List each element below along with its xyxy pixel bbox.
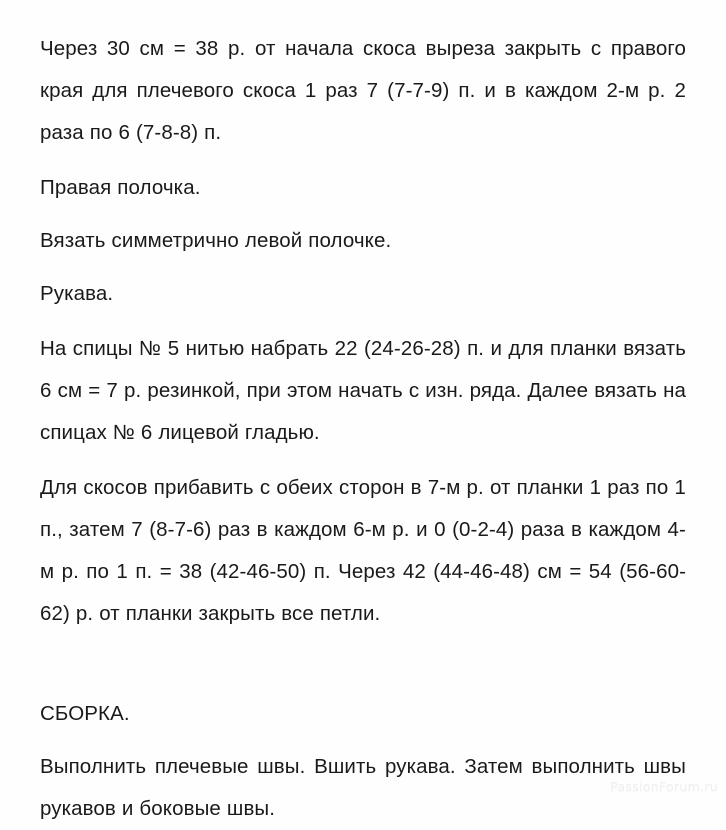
paragraph-sleeves-increases: Для скосов прибавить с обеих сторон в 7-м р. от планки 1 раз по 1 п., затем 7 (8-7-6) раз в каждом 6-м р. и 0 (0-2-4) раза в каждом 4-м р. по 1 п. = 38 (42-46-50) п. Через 42 (44-46-48) см = 54 (56-60-62) р. от планки закрыть все петли. [40, 476, 686, 625]
document-text-body [40, 28, 686, 830]
section-spacer [40, 635, 686, 693]
paragraph-spacer [40, 154, 686, 167]
heading-sleeves: Рукава. [40, 282, 114, 305]
paragraph-sleeves-cast-on: На спицы № 5 нитью набрать 22 (24-26-28) п. и для планки вязать 6 см = 7 р. резинкой, при этом начать с изн. ряда. Далее вязать на спицах № 6 лицевой гладью. [40, 337, 686, 444]
heading-right-front: Правая полочка. [40, 176, 201, 199]
paragraph-assembly-body: Выполнить плечевые швы. Вшить рукава. Затем выполнить швы рукавов и боковые швы. [40, 755, 686, 820]
paragraph-shoulder-slope: Через 30 см = 38 р. от начала скоса выреза закрыть с правого края для плечевого скоса 1 раз 7 (7-7-9) п. и в каждом 2-м р. 2 раза по 6 (7-8-8) п. [40, 37, 686, 144]
paragraph-spacer [40, 735, 686, 746]
paragraph-spacer [40, 262, 686, 273]
site-watermark: PassionForum.ru [610, 779, 718, 794]
paragraph-right-front-body: Вязать симметрично левой полочке. [40, 229, 392, 252]
paragraph-spacer [40, 454, 686, 467]
paragraph-spacer [40, 209, 686, 220]
paragraph-spacer [40, 315, 686, 328]
heading-assembly: СБОРКА. [40, 702, 130, 725]
